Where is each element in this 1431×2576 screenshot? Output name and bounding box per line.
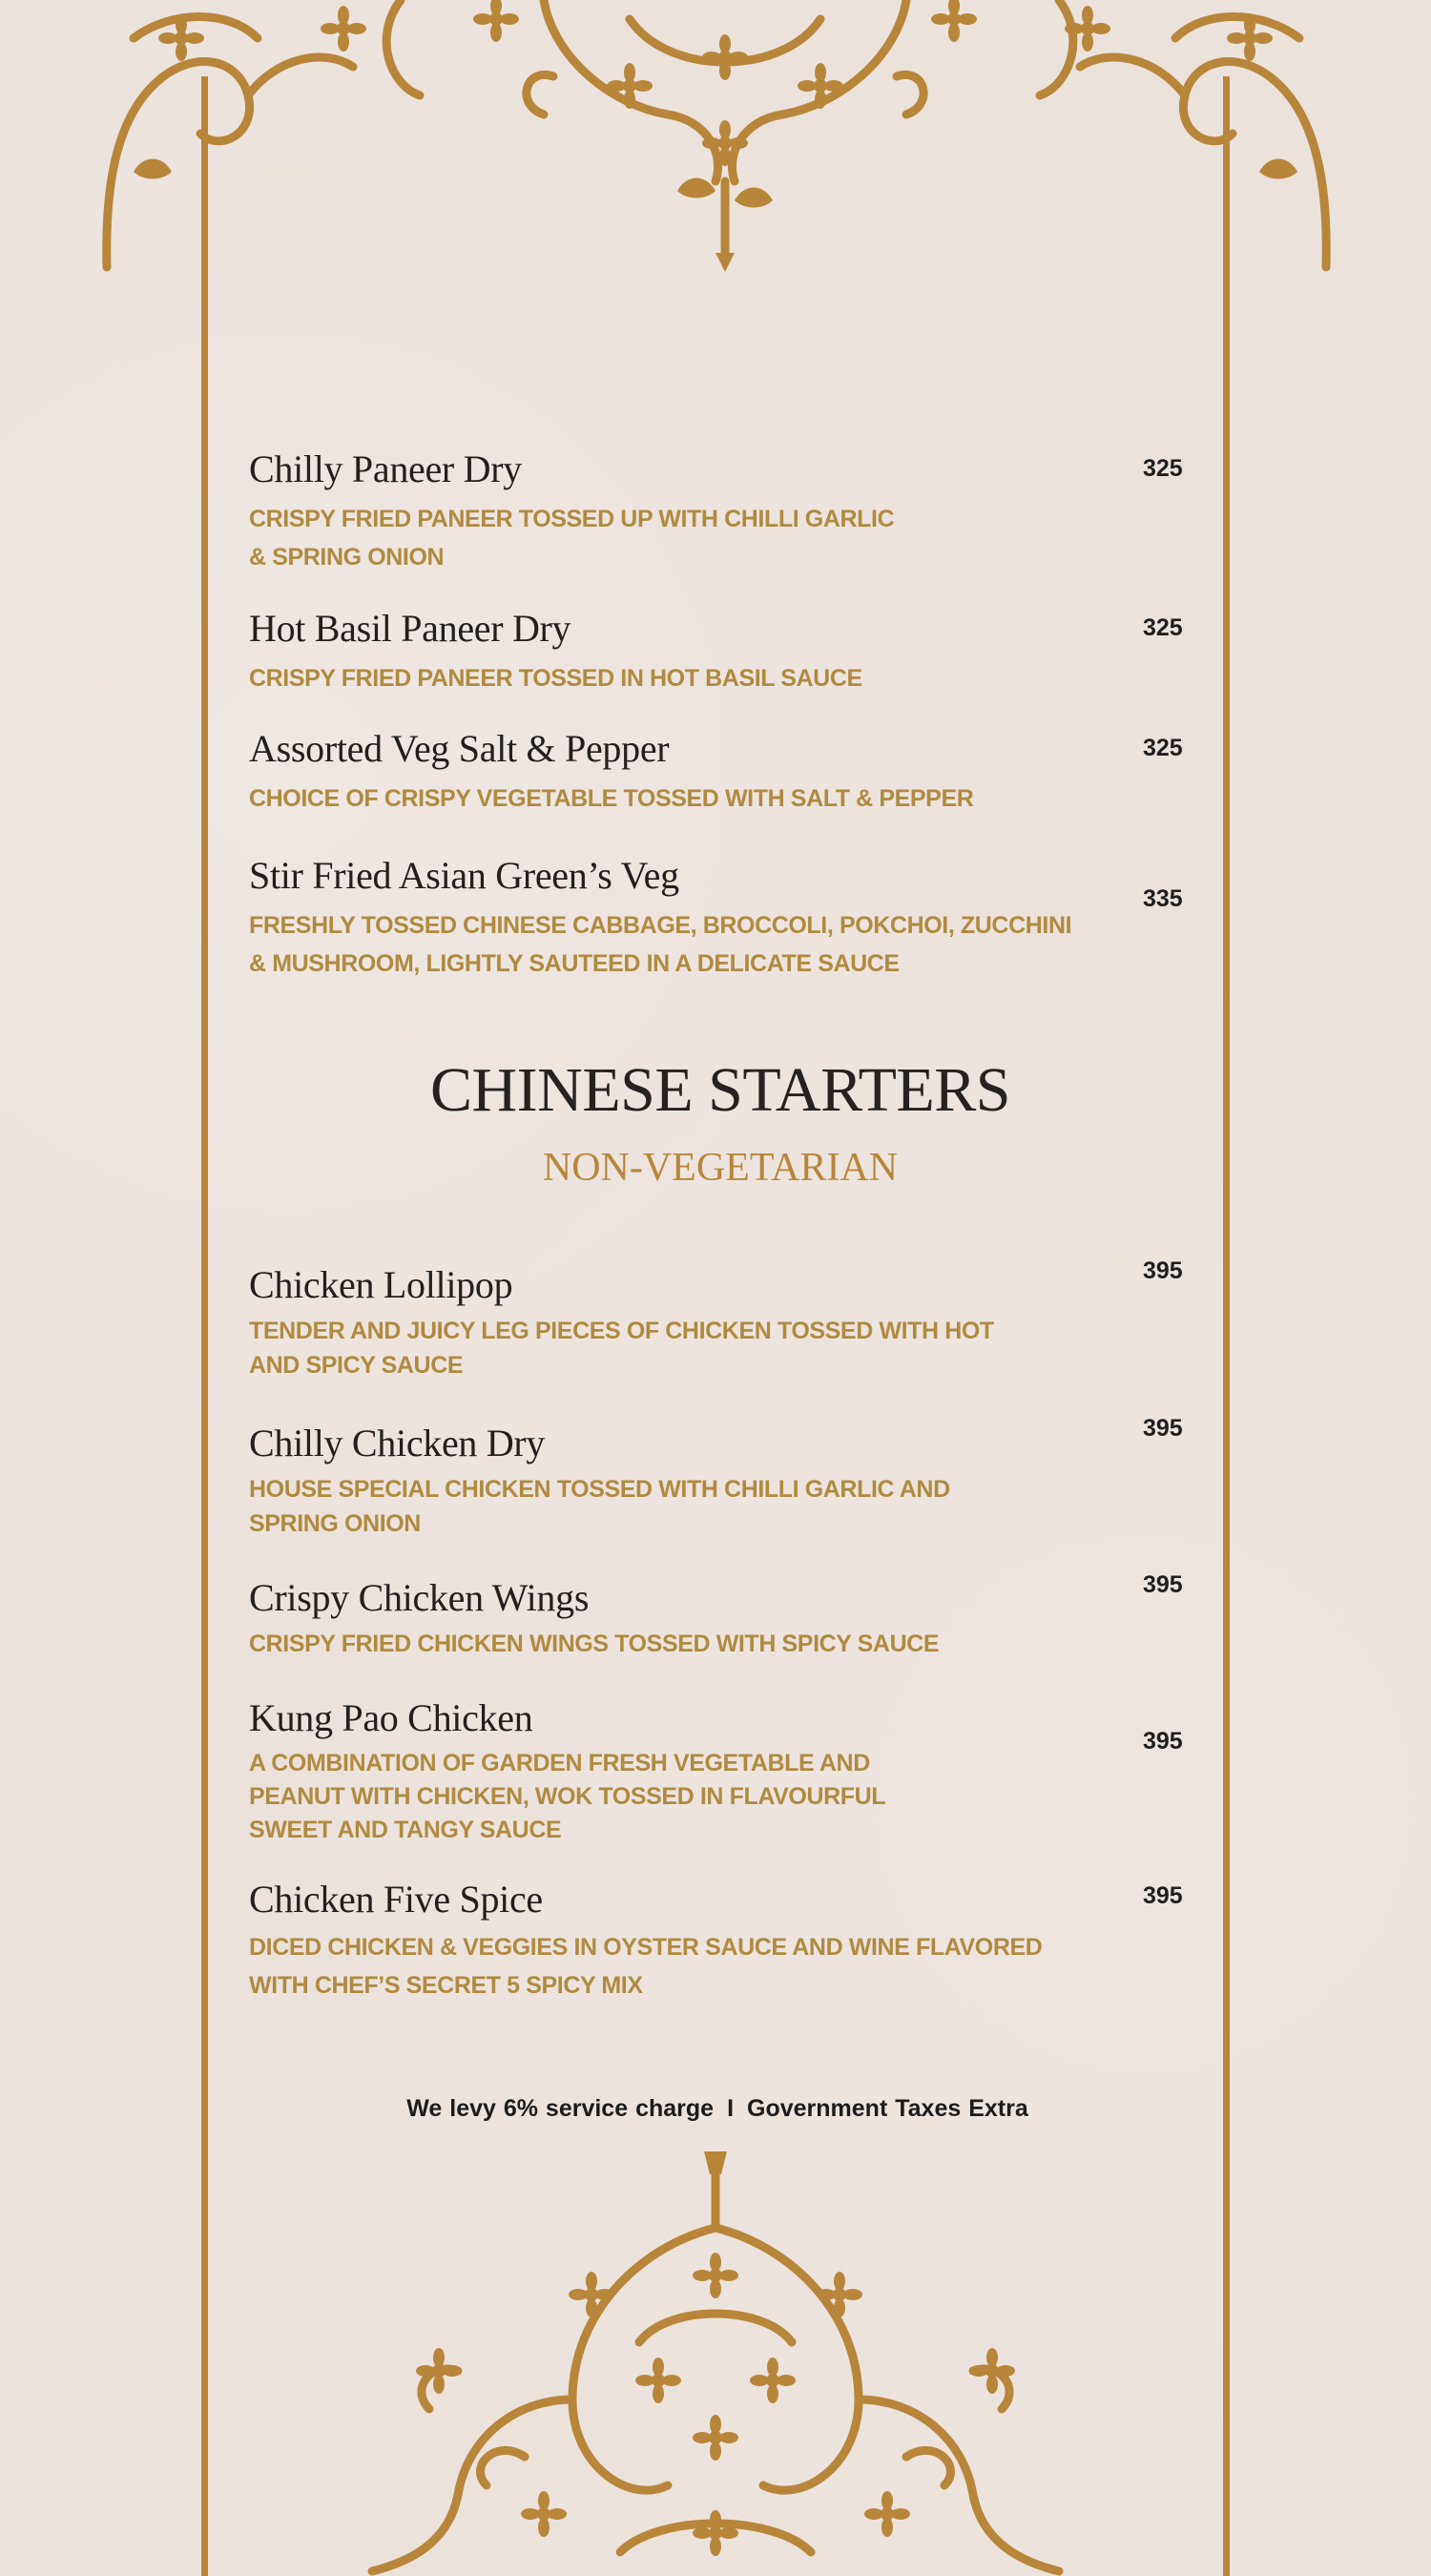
menu-item <box>249 1697 1203 1847</box>
dish-price: 395 <box>1143 1728 1183 1755</box>
service-charge-note <box>0 2095 1431 2123</box>
dish-name: Stir Fried Asian Green’s Veg <box>249 854 679 897</box>
dish-price: 395 <box>1143 1415 1183 1442</box>
dish-price: 325 <box>1143 455 1183 482</box>
top-floral-ornament-icon <box>95 0 1336 277</box>
section-subtitle: NON-VEGETARIAN <box>542 1146 899 1190</box>
separator: I <box>727 2095 735 2122</box>
right-border-rule <box>1223 76 1230 2576</box>
dish-price: 325 <box>1143 735 1183 761</box>
description-line: CRISPY FRIED CHICKEN WINGS TOSSED WITH SPICY SAUCE <box>249 1631 940 1657</box>
description-line: CRISPY FRIED PANEER TOSSED IN HOT BASIL SAUCE <box>249 665 862 692</box>
menu-item <box>249 448 1203 576</box>
description-line: SWEET AND TANGY SAUCE <box>249 1817 562 1843</box>
menu-item <box>249 855 1203 983</box>
dish-name: Hot Basil Paneer Dry <box>249 607 571 650</box>
dish-name: Chilly Paneer Dry <box>249 447 522 490</box>
dish-price: 395 <box>1143 1257 1183 1284</box>
menu-item <box>249 1423 1203 1541</box>
dish-price: 395 <box>1143 1882 1183 1909</box>
taxes-text: Government Taxes Extra <box>747 2095 1028 2122</box>
description-line: AND SPICY SAUCE <box>249 1352 464 1379</box>
left-border-rule <box>201 76 208 2576</box>
dish-name: Assorted Veg Salt & Pepper <box>249 727 670 770</box>
dish-description <box>249 659 1203 697</box>
dish-price: 395 <box>1143 1571 1183 1598</box>
dish-description <box>249 906 1203 983</box>
dish-name: Chilly Chicken Dry <box>249 1422 546 1465</box>
dish-name: Kung Pao Chicken <box>249 1696 533 1739</box>
description-line: DICED CHICKEN & VEGGIES IN OYSTER SAUCE AND WINE FLAVORED <box>249 1934 1043 1961</box>
menu-item <box>249 1879 1203 2005</box>
menu-item <box>249 1264 1203 1382</box>
dish-name: Chicken Five Spice <box>249 1878 543 1921</box>
dish-description <box>249 779 1203 818</box>
dish-description <box>249 1627 1203 1661</box>
dish-description <box>249 1314 1203 1382</box>
service-charge-text: We levy 6% service charge <box>406 2095 715 2122</box>
description-line: & SPRING ONION <box>249 544 445 571</box>
description-line: CHOICE OF CRISPY VEGETABLE TOSSED WITH SALT & PEPPER <box>249 785 974 812</box>
dish-description <box>249 1747 1203 1847</box>
description-line: WITH CHEF’S SECRET 5 SPICY MIX <box>249 1972 643 1999</box>
dish-description <box>249 500 1203 576</box>
menu-item <box>249 1577 1203 1661</box>
description-line: A COMBINATION OF GARDEN FRESH VEGETABLE AND <box>249 1750 870 1776</box>
description-line: HOUSE SPECIAL CHICKEN TOSSED WITH CHILLI GARLIC AND <box>249 1476 950 1503</box>
description-line: TENDER AND JUICY LEG PIECES OF CHICKEN TOSSED WITH HOT <box>249 1318 994 1344</box>
dish-description <box>249 1928 1203 2005</box>
description-line: FRESHLY TOSSED CHINESE CABBAGE, BROCCOLI, POKCHOI, ZUCCHINI <box>249 912 1072 939</box>
dish-description <box>249 1472 1203 1541</box>
description-line: & MUSHROOM, LIGHTLY SAUTEED IN A DELICATE SAUCE <box>249 950 900 977</box>
description-line: CRISPY FRIED PANEER TOSSED UP WITH CHILLI GARLIC <box>249 506 895 532</box>
description-line: PEANUT WITH CHICKEN, WOK TOSSED IN FLAVOURFUL <box>249 1783 886 1810</box>
description-line: SPRING ONION <box>249 1510 421 1537</box>
section-title: CHINESE STARTERS <box>430 1055 1010 1125</box>
dish-price: 325 <box>1143 614 1183 641</box>
dish-name: Crispy Chicken Wings <box>249 1576 590 1619</box>
dish-name: Chicken Lollipop <box>249 1263 513 1306</box>
menu-item <box>249 728 1203 818</box>
bottom-floral-ornament-icon <box>353 2151 1078 2576</box>
dish-price: 335 <box>1143 885 1183 912</box>
menu-item <box>249 608 1203 697</box>
